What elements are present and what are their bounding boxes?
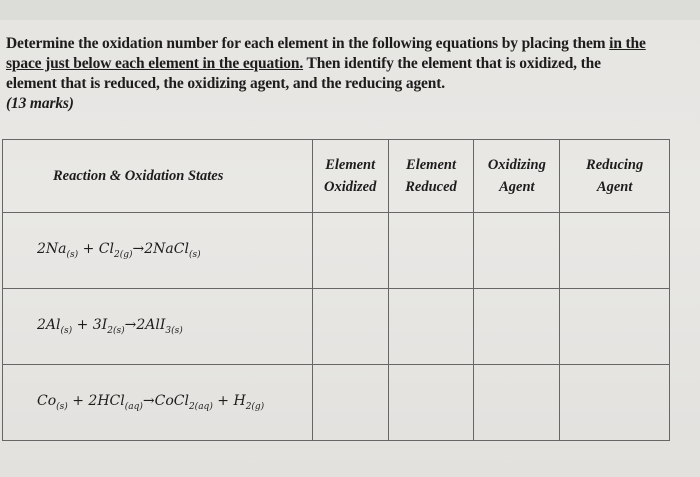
- answer-cell-oxidized[interactable]: [312, 289, 388, 365]
- header-element-oxidized: Element Oxidized: [312, 140, 388, 213]
- header-reaction: Reaction & Oxidation States: [3, 140, 313, 213]
- answer-cell-oxidizing-agent[interactable]: [474, 365, 560, 441]
- answer-cell-oxidizing-agent[interactable]: [474, 213, 560, 289]
- reaction-equation-1: $2Na_{(s)}$ + $Cl_{2(g)}\to 2NaCl_{(s)}$: [3, 213, 313, 289]
- answer-cell-reduced[interactable]: [388, 365, 474, 441]
- instructions-text-2: Then identify the element that is oxidized, the element that is reduced, the oxidizing agent, and the reducing agent.: [6, 55, 601, 92]
- answer-cell-reduced[interactable]: [388, 213, 474, 289]
- table-row: [3, 365, 670, 441]
- instructions-paragraph: [6, 34, 646, 114]
- answer-cell-reducing-agent[interactable]: [560, 213, 670, 289]
- instructions-text-1: Determine the oxidation number for each element in the following equations by placing them: [6, 35, 610, 52]
- answer-cell-oxidized[interactable]: [312, 365, 388, 441]
- answer-cell-reduced[interactable]: [388, 289, 474, 365]
- marks-label: (13 marks): [6, 95, 74, 112]
- header-reducing-agent: Reducing Agent: [560, 140, 670, 213]
- answer-cell-oxidizing-agent[interactable]: [474, 289, 560, 365]
- instructions-underlined: in the space just below each element in the equation.: [6, 35, 646, 72]
- oxidation-table: [2, 139, 670, 441]
- table-header-row: [3, 140, 670, 213]
- reaction-equation-3: $Co_{(s)}$ + 2HCl$_{(aq)}$→CoCl$_{2(aq)}$ + $H_{2(g)}$: [3, 365, 313, 441]
- answer-cell-reducing-agent[interactable]: [560, 365, 670, 441]
- header-oxidizing-agent: Oxidizing Agent: [474, 140, 560, 213]
- answer-cell-oxidized[interactable]: [312, 213, 388, 289]
- answer-cell-reducing-agent[interactable]: [560, 289, 670, 365]
- table-row: [3, 213, 670, 289]
- table-row: [3, 289, 670, 365]
- reaction-equation-2: $2Al_{(s)} + 3I_{2(s)}\to 2AlI_{3(s)}$: [3, 289, 313, 365]
- header-element-reduced: Element Reduced: [388, 140, 474, 213]
